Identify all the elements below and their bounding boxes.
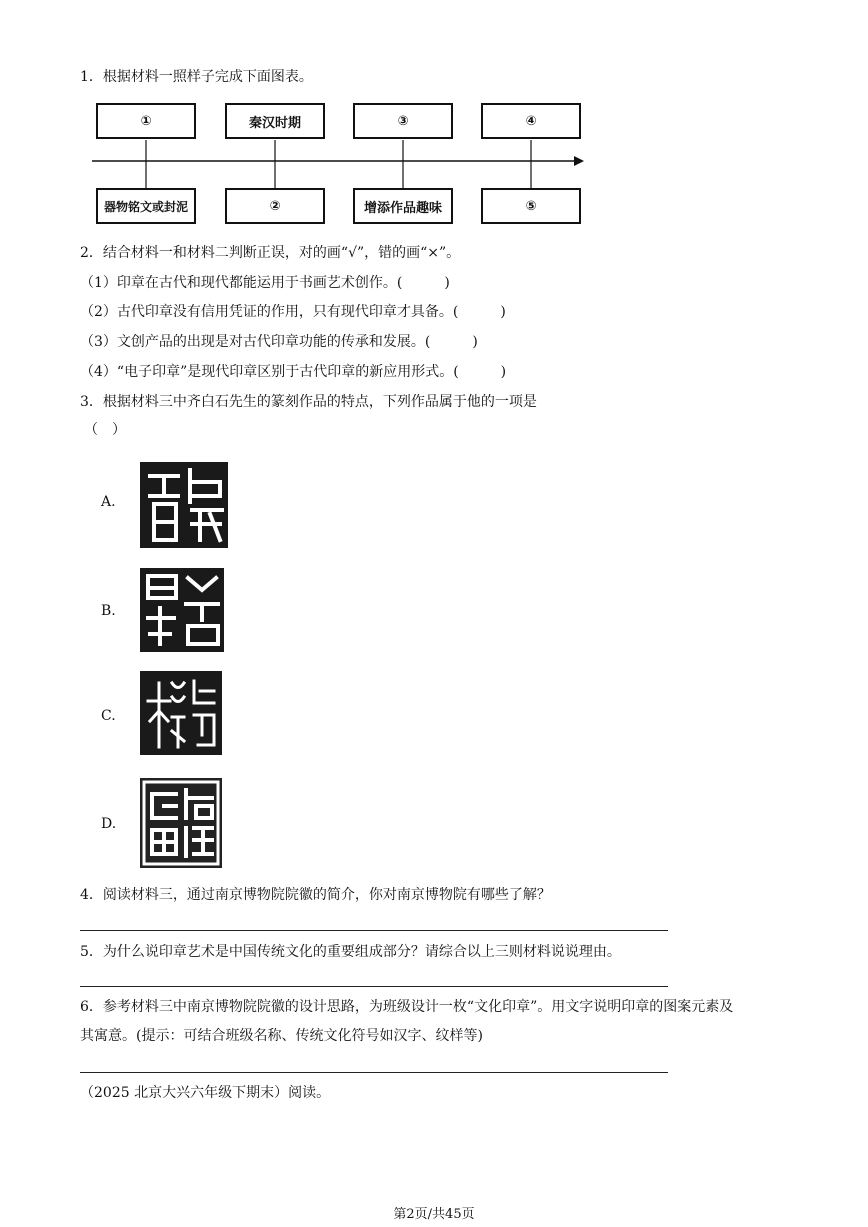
question-6-text-line-2: 其寓意。(提示：可结合班级名称、传统文化符号如汉字、纹样等) xyxy=(80,1028,483,1044)
question-2-text: 2．结合材料一和材料二判断正误，对的画“√”，错的画“×”。 xyxy=(80,245,461,261)
bottom-box-2: ② xyxy=(225,188,325,224)
option-c-seal-image[interactable] xyxy=(140,671,222,755)
option-a-seal-image[interactable] xyxy=(140,462,228,548)
question-4-text: 4．阅读材料三，通过南京博物院院徽的简介，你对南京博物院有哪些了解？ xyxy=(80,887,551,903)
question-3-text: 3．根据材料三中齐白石先生的篆刻作品的特点，下列作品属于他的一项是 xyxy=(80,394,537,410)
bottom-box-4: ⑤ xyxy=(481,188,581,224)
question-5-text: 5．为什么说印章艺术是中国传统文化的重要组成部分？请综合以上三则材料说说理由。 xyxy=(80,944,621,960)
answer-line-6[interactable] xyxy=(80,1072,668,1073)
option-b-label[interactable]: B. xyxy=(101,603,116,619)
seal-d-glyphs xyxy=(140,778,222,868)
option-b-seal-image[interactable] xyxy=(140,568,224,652)
top-box-4: ④ xyxy=(481,103,581,139)
question-6-text-line-1: 6．参考材料三中南京博物院院徽的设计思路，为班级设计一枚“文化印章”。用文字说明印章的图案元素及 xyxy=(80,999,734,1015)
option-d-label[interactable]: D. xyxy=(101,816,117,832)
seal-a-glyphs xyxy=(140,462,228,548)
question-2-item-3: （3）文创产品的出现是对古代印章功能的传承和发展。( ) xyxy=(80,334,478,350)
seal-b-glyphs xyxy=(140,568,224,652)
option-a-label[interactable]: A. xyxy=(101,494,116,510)
option-d-seal-image[interactable] xyxy=(140,778,222,868)
bottom-box-3: 增添作品趣味 xyxy=(353,188,453,224)
bottom-box-1: 器物铭文或封泥 xyxy=(96,188,196,224)
answer-line-4[interactable] xyxy=(80,930,668,931)
timeline-diagram xyxy=(92,100,588,228)
seal-c-glyphs xyxy=(140,671,222,755)
page-number: 第2页/共45页 xyxy=(393,1207,475,1222)
answer-line-5[interactable] xyxy=(80,986,668,987)
top-box-3: ③ xyxy=(353,103,453,139)
source-note: （2025 北京大兴六年级下期末）阅读。 xyxy=(80,1085,331,1101)
question-3-answer-paren: （ ） xyxy=(84,422,126,438)
top-box-2: 秦汉时期 xyxy=(225,103,325,139)
question-1-text: 1．根据材料一照样子完成下面图表。 xyxy=(80,69,313,85)
top-box-1: ① xyxy=(96,103,196,139)
option-c-label[interactable]: C. xyxy=(101,708,116,724)
question-2-item-1: （1）印章在古代和现代都能运用于书画艺术创作。( ) xyxy=(80,275,450,291)
question-2-item-4: （4）“电子印章”是现代印章区别于古代印章的新应用形式。( ) xyxy=(80,364,507,380)
question-2-item-2: （2）古代印章没有信用凭证的作用，只有现代印章才具备。( ) xyxy=(80,304,506,320)
